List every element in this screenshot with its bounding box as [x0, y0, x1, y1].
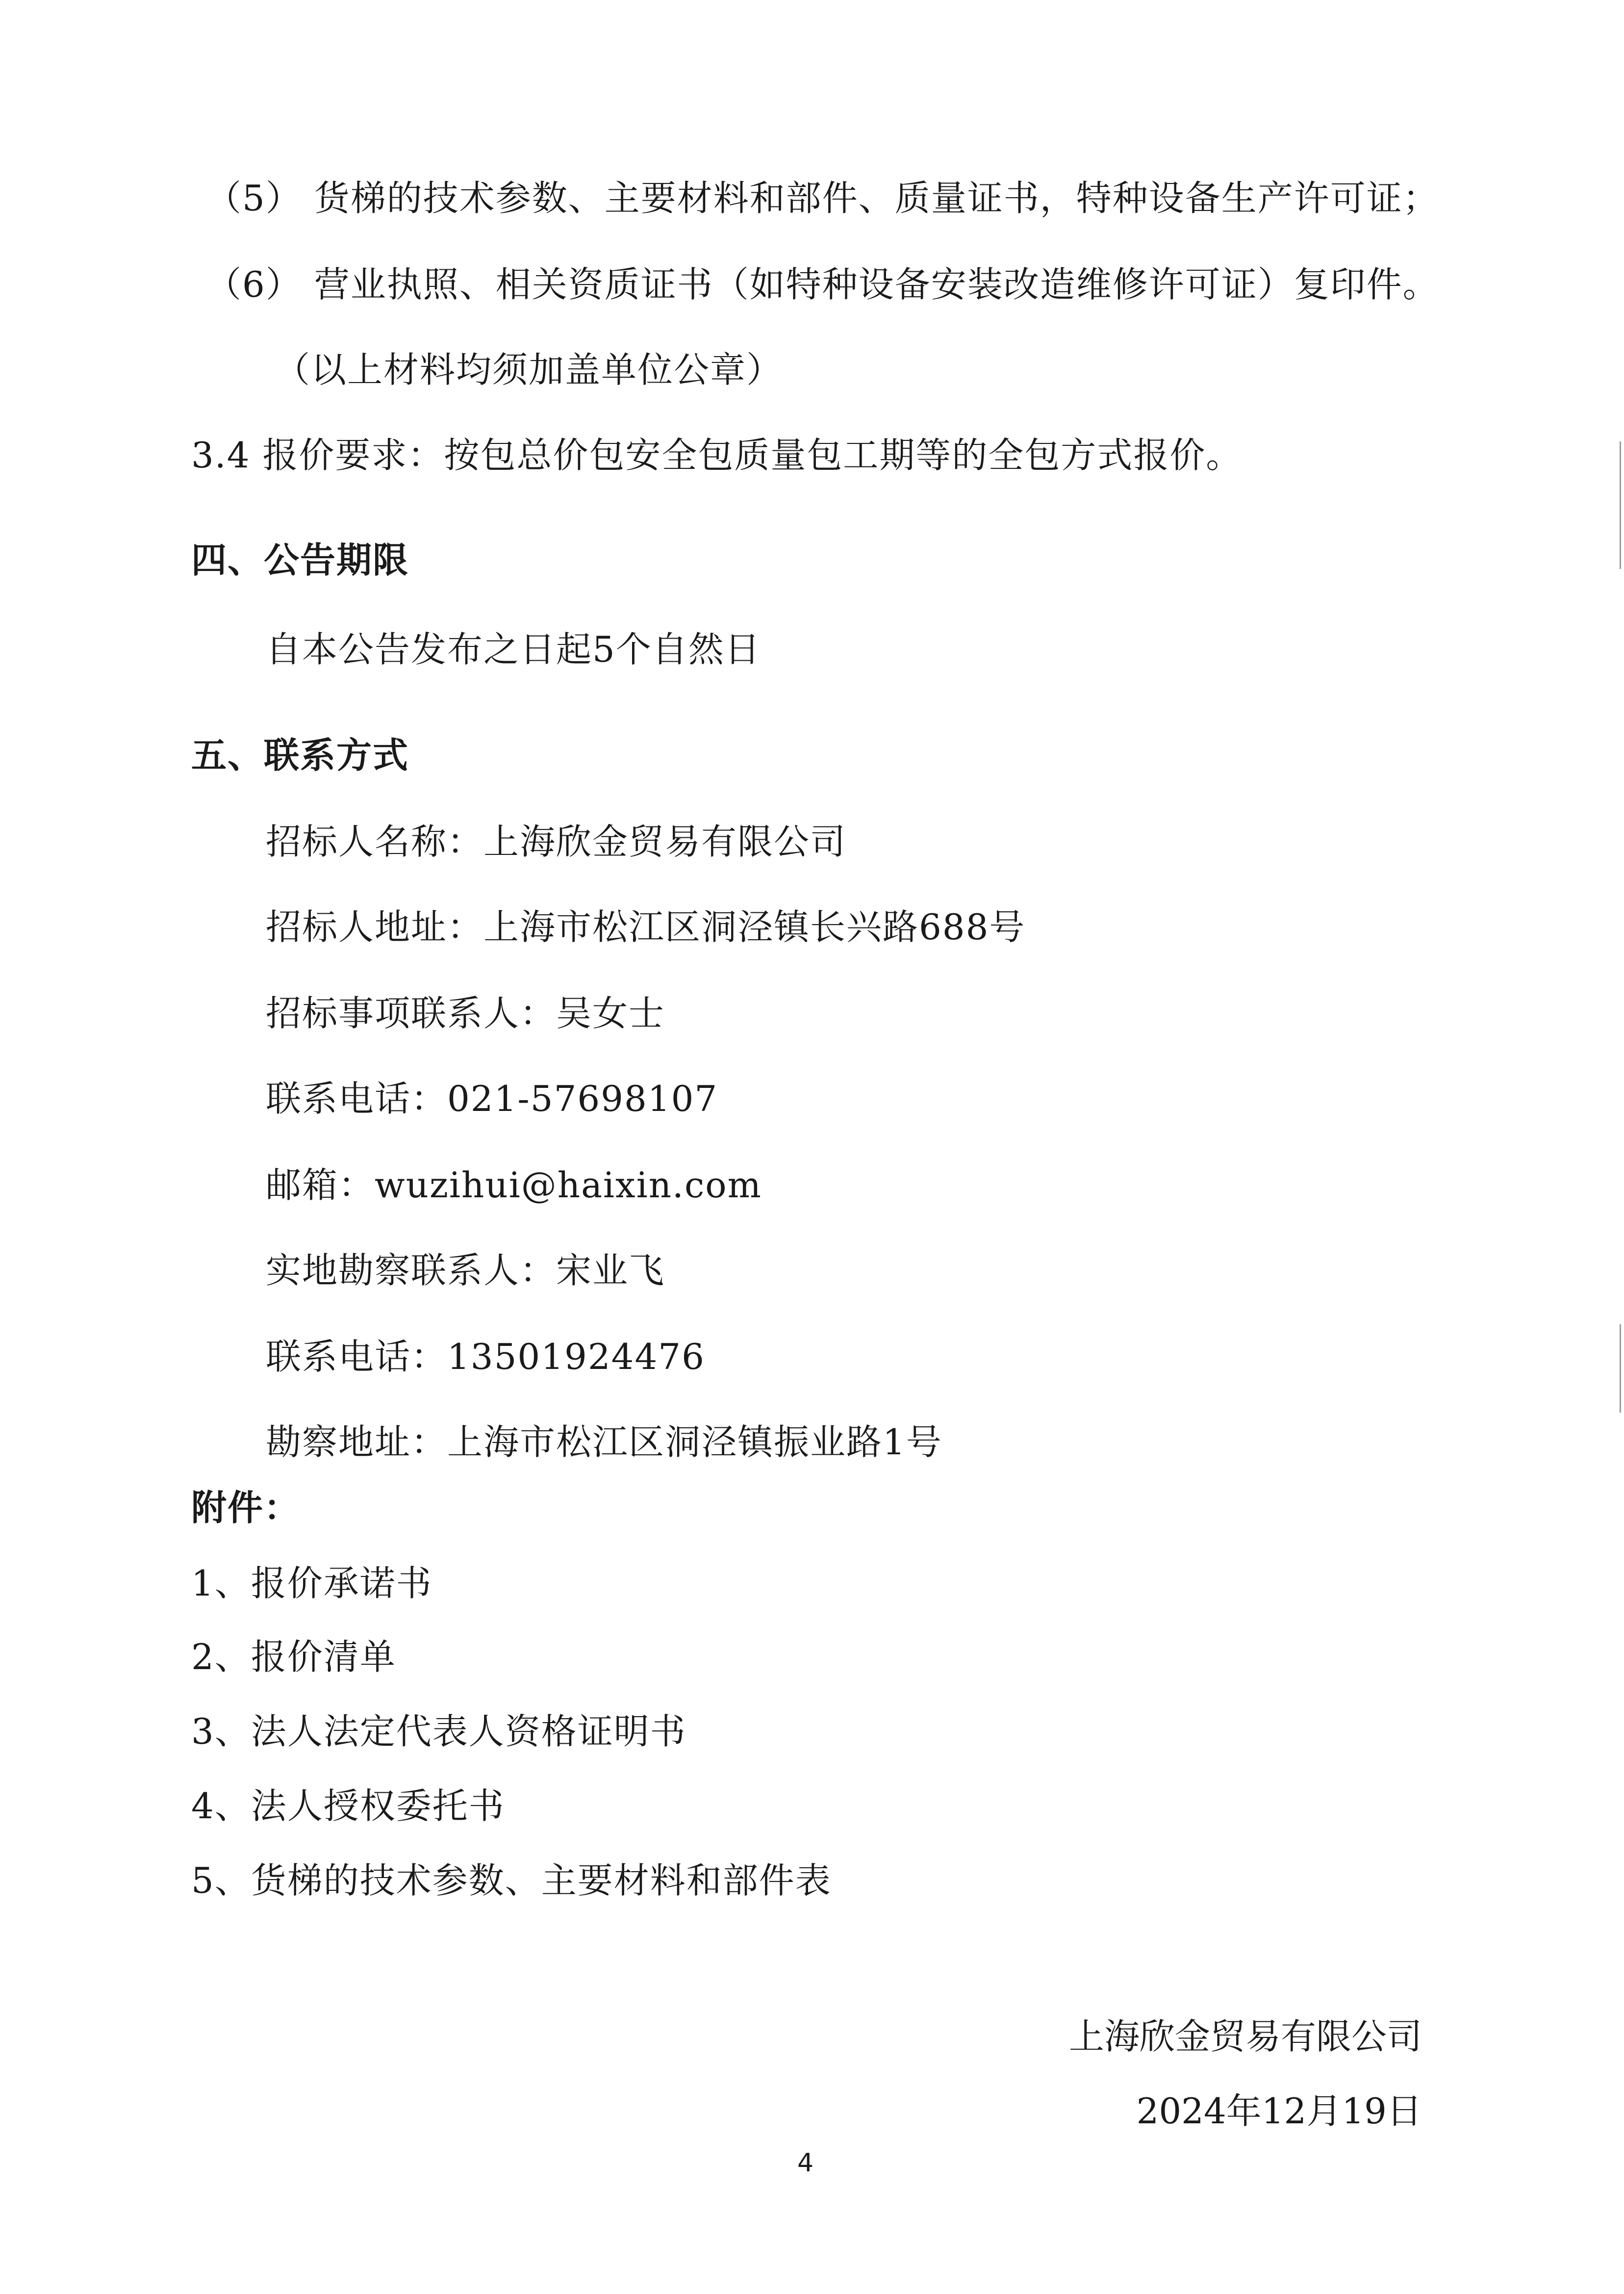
contact-line: 勘察地址：上海市松江区洞泾镇振业路1号 — [266, 1421, 942, 1463]
contact-line: 实地勘察联系人：宋业飞 — [266, 1250, 665, 1291]
attachment-item: 5、货梯的技术参数、主要材料和部件表 — [191, 1860, 832, 1901]
page-number: 4 — [797, 2148, 814, 2178]
attachment-item: 2、报价清单 — [191, 1636, 396, 1677]
attachment-item: 1、报价承诺书 — [191, 1563, 432, 1604]
section-4-heading: 四、公告期限 — [191, 540, 409, 581]
contact-line: 招标人名称：上海欣金贸易有限公司 — [266, 821, 847, 862]
quote-requirement: 3.4 报价要求：按包总价包安全包质量包工期等的全包方式报价。 — [191, 435, 1243, 476]
attachment-item: 3、法人法定代表人资格证明书 — [191, 1711, 686, 1752]
materials-seal-note: （以上材料均须加盖单位公章） — [275, 349, 783, 390]
scan-edge-mark — [1620, 1324, 1621, 1413]
contact-line: 联系电话：021-57698107 — [266, 1078, 718, 1119]
announcement-period-text: 自本公告发布之日起5个自然日 — [266, 629, 761, 670]
scan-edge-mark — [1620, 441, 1621, 569]
contact-line: 招标事项联系人：吴女士 — [266, 993, 665, 1034]
attachments-heading: 附件： — [191, 1487, 301, 1528]
contact-line: 邮箱：wuzihui@haixin.com — [266, 1164, 762, 1206]
signature-date: 2024年12月19日 — [1136, 2090, 1422, 2132]
contact-line: 联系电话：13501924476 — [266, 1336, 705, 1377]
section-5-heading: 五、联系方式 — [191, 735, 409, 776]
signature-company: 上海欣金贸易有限公司 — [1068, 2016, 1422, 2057]
attachment-item: 4、法人授权委托书 — [191, 1785, 505, 1827]
contact-line: 招标人地址：上海市松江区洞泾镇长兴路688号 — [266, 906, 1026, 948]
material-item-5: （5） 货梯的技术参数、主要材料和部件、质量证书，特种设备生产许可证； — [206, 178, 1439, 219]
material-item-6: （6） 营业执照、相关资质证书（如特种设备安装改造维修许可证）复印件。 — [206, 264, 1439, 305]
